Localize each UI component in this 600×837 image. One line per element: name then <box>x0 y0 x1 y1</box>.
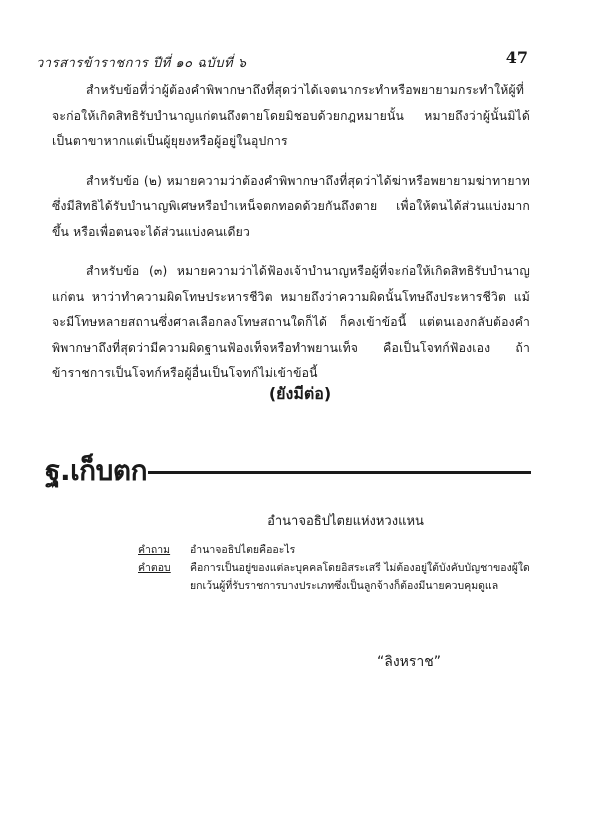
section-logo: ฐ.เก็บตก <box>45 454 148 487</box>
answer-continuation: ยกเว้นผู้ที่รับราชการบางประเภทซึ่งเป็นลูกจ้างก็ต้องมีนายควบคุมดูแล <box>190 580 499 592</box>
page-number: 47 <box>505 48 528 67</box>
answer-text: คือการเป็นอยู่ของแต่ละบุคคลโดยอิสระเสรี ไม่ต้องอยู่ใต้บังคับบัญชาของผู้ใด <box>190 562 530 574</box>
answer-label: คำตอบ <box>138 562 171 574</box>
answer-row <box>138 559 533 577</box>
paragraph-3: สำหรับข้อ (๓) หมายความว่าได้ฟ้องเจ้าบำนาญหรือผู้ที่จะก่อให้เกิดสิทธิรับบำนาญแก่ตน หาว่าทำความผิดโทษประหารชีวิต หมายถึงว่าความผิดนั้นโทษถึงประหารชีวิต แม้จะมีโทษหลายสถานซึ่งศาลเลือกลงโทษสถานใดก็ได้ ก็คงเข้าข้อนี้ แต่ตนเองกลับต้องคำพิพากษาถึงที่สุดว่ามีความผิดฐานฟ้องเท็จหรือทำพยานเท็จ คือเป็นโจทก์ฟ้องเอง ถ้าข้าราชการเป็นโจทก์หรือผู้อื่นเป็นโจทก์ไม่เข้าข้อนี้ <box>52 264 530 380</box>
article-body <box>52 78 530 387</box>
author-signature: “ลิงหราช” <box>377 654 442 670</box>
paragraph-1: สำหรับข้อที่ว่าผู้ต้องคำพิพากษาถึงที่สุดว่าได้เจตนากระทำหรือพยายามกระทำให้ผู้ที่จะก่อให้เกิดสิทธิรับบำนาญแก่ตนถึงตายโดยมิชอบด้วยกฎหมายนั้น หมายถึงว่าผู้นั้นมิได้เป็นตาขาหากแต่เป็นผู้ยุยงหรือผู้อยู่ในอุปการ <box>52 83 530 148</box>
continued-label: (ยังมีต่อ) <box>268 384 332 403</box>
paragraph-2: สำหรับข้อ (๒) หมายความว่าต้องคำพิพากษาถึงที่สุดว่าได้ฆ่าหรือพยายามฆ่าทายาทซึ่งมีสิทธิได้รับบำนาญพิเศษหรือบำเหน็จตกทอดด้วยกันถึงตาย เพื่อให้ตนได้ส่วนแบ่งมากขึ้น หรือเพื่อตนจะได้ส่วนแบ่งคนเดียว <box>52 173 530 239</box>
section-divider <box>148 471 531 474</box>
question-text: อำนาจอธิปไตยคืออะไร <box>190 544 296 556</box>
qa-title: อำนาจอธิปไตยแห่งหวงแหน <box>267 514 424 529</box>
qa-box <box>138 510 533 595</box>
question-label: คำถาม <box>138 544 171 556</box>
question-row <box>138 541 533 559</box>
running-header: วารสารข้าราชการ ปีที่ ๑๐ ฉบับที่ ๖ <box>36 56 247 71</box>
